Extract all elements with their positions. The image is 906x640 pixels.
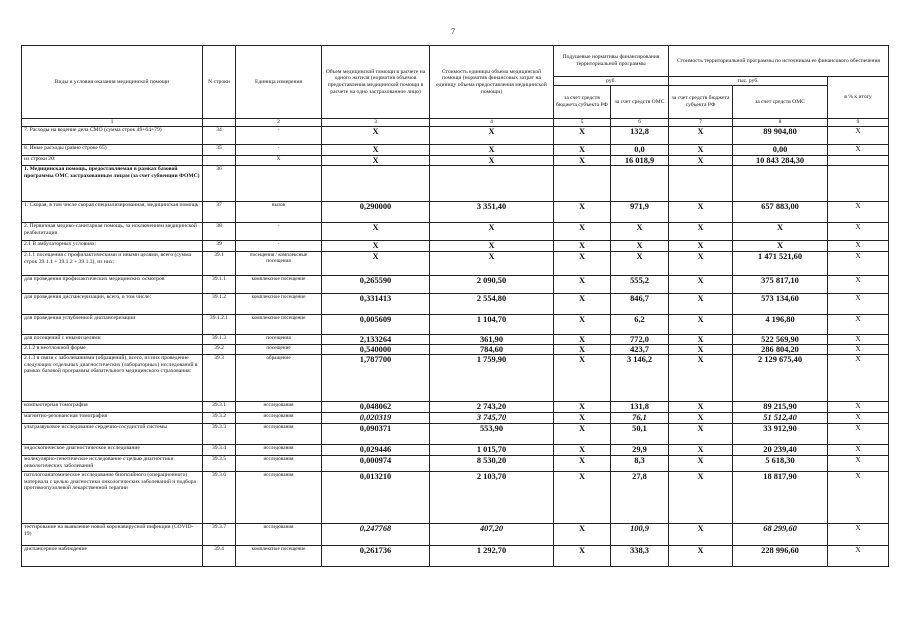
- row-name: эндоскопическое диагностическое исследование: [22, 445, 203, 456]
- row-unit-cost: 8 530,20: [430, 456, 554, 472]
- row-percent: X: [828, 402, 889, 413]
- row-unit-cost: 1 759,90: [430, 355, 554, 402]
- row-oms-rub: 27,8: [611, 472, 669, 524]
- row-budget-thousand: X: [669, 202, 733, 223]
- row-budget-thousand: X: [669, 456, 733, 472]
- row-volume: 0,261736: [322, 546, 430, 567]
- row-unit: [236, 166, 322, 202]
- row-name: из строки 20:: [22, 156, 203, 166]
- row-oms-thousand: 33 912,90: [733, 424, 828, 445]
- row-oms-rub: 132,8: [611, 127, 669, 145]
- row-unit-cost: 1 104,70: [430, 315, 554, 335]
- table-row: [22, 402, 889, 413]
- row-code: 39.1.1: [203, 276, 236, 294]
- row-oms-rub: 131,8: [611, 402, 669, 413]
- header-volume: Объем медицинской помощи в расчете на одного жителя (норматив объемов предоставления медицинской помощи в расчете на одно застрахованное лицо): [322, 46, 430, 119]
- row-budget-thousand: X: [669, 355, 733, 402]
- row-budget-thousand: X: [669, 546, 733, 567]
- row-budget-rub: X: [554, 445, 611, 456]
- row-budget-thousand: X: [669, 276, 733, 294]
- table-row: [22, 413, 889, 424]
- row-code: 39: [203, 241, 236, 252]
- row-unit-cost: 784,60: [430, 345, 554, 355]
- row-budget-rub: X: [554, 546, 611, 567]
- col-number: 6: [611, 119, 669, 127]
- row-unit-cost: X: [430, 127, 554, 145]
- row-volume: 0,265590: [322, 276, 430, 294]
- row-oms-thousand: 573 134,60: [733, 294, 828, 315]
- row-code: 39.3.5: [203, 456, 236, 472]
- row-code: 36: [203, 166, 236, 202]
- row-oms-rub: 6,2: [611, 315, 669, 335]
- row-volume: 0,000974: [322, 456, 430, 472]
- row-code: 38: [203, 223, 236, 241]
- row-code: [203, 156, 236, 166]
- row-unit: исследования: [236, 445, 322, 456]
- row-name: диспансерное наблюдение: [22, 546, 203, 567]
- row-code: 35: [203, 145, 236, 156]
- row-oms-thousand: 18 817,90: [733, 472, 828, 524]
- row-unit-cost: 3 745,70: [430, 413, 554, 424]
- row-budget-thousand: X: [669, 472, 733, 524]
- row-budget-thousand: X: [669, 345, 733, 355]
- row-oms-rub: 772,0: [611, 335, 669, 345]
- row-name: 2.1 В амбулаторных условиях:: [22, 241, 203, 252]
- row-unit-cost: 2 743,20: [430, 402, 554, 413]
- row-budget-rub: X: [554, 424, 611, 445]
- row-budget-rub: X: [554, 335, 611, 345]
- table-row: [22, 524, 889, 546]
- header-percent: в % к итогу: [828, 77, 889, 119]
- row-unit: -: [236, 241, 322, 252]
- row-percent: X: [828, 315, 889, 335]
- row-unit: комплексное посещение: [236, 546, 322, 567]
- table-row: [22, 166, 889, 202]
- row-oms-thousand: 228 996,60: [733, 546, 828, 567]
- row-oms-thousand: 522 569,90: [733, 335, 828, 345]
- row-code: 37: [203, 202, 236, 223]
- header-type: Виды и условия оказания медицинской помощи: [22, 46, 203, 119]
- row-oms-thousand: 89 904,80: [733, 127, 828, 145]
- row-percent: X: [828, 127, 889, 145]
- row-name: 7. Расходы на ведение дела СМО (сумма строк 49+64+79): [22, 127, 203, 145]
- row-unit-cost: 2 103,70: [430, 472, 554, 524]
- row-unit-cost: 2 090,50: [430, 276, 554, 294]
- row-name: патологоанатомическое исследование биопсийного (операционного) материала с целью диагностики онкологических заболеваний и подбора противоопухолевой лекарственной терапии: [22, 472, 203, 524]
- header-unit: Единица измерения: [236, 46, 322, 119]
- row-budget-rub: X: [554, 472, 611, 524]
- row-name: 2.1.2 в неотложной форме: [22, 345, 203, 355]
- row-budget-rub: X: [554, 402, 611, 413]
- row-budget-thousand: X: [669, 402, 733, 413]
- header-row-number: N строки: [203, 46, 236, 119]
- row-percent: X: [828, 335, 889, 345]
- row-name: для посещений с иными целями: [22, 335, 203, 345]
- row-code: 39.3.1: [203, 402, 236, 413]
- table-row: [22, 445, 889, 456]
- row-budget-rub: X: [554, 145, 611, 156]
- row-volume: 0,048062: [322, 402, 430, 413]
- row-name: тестирование на выявление новой коронавирусной инфекции (COVID-19): [22, 524, 203, 546]
- row-oms-rub: 338,3: [611, 546, 669, 567]
- row-code: 39.1.2.1: [203, 315, 236, 335]
- row-code: 39.1.3: [203, 335, 236, 345]
- header-per-capita: Подушевые нормативы финансирования территориальной программы: [554, 46, 669, 77]
- row-oms-thousand: 2 129 675,40: [733, 355, 828, 402]
- row-percent: X: [828, 145, 889, 156]
- row-budget-thousand: X: [669, 145, 733, 156]
- table-row: [22, 202, 889, 223]
- row-name: 8. Иные расходы (равно строке 65): [22, 145, 203, 156]
- row-percent: X: [828, 456, 889, 472]
- row-budget-rub: X: [554, 127, 611, 145]
- row-volume: [322, 166, 430, 202]
- row-budget-thousand: X: [669, 252, 733, 276]
- row-percent: X: [828, 241, 889, 252]
- row-oms-rub: 0,0: [611, 145, 669, 156]
- row-name: 1. Медицинская помощь, предоставляемая в рамках базовой программы ОМС застрахованным лицам (за счет субвенции ФОМС): [22, 166, 203, 202]
- row-unit-cost: X: [430, 241, 554, 252]
- table-row: [22, 223, 889, 241]
- row-percent: X: [828, 355, 889, 402]
- header-unit-cost: Стоимость единицы объема медицинской помощи (норматив финансовых затрат на единицу объема предоставления медицинской помощи): [430, 46, 554, 119]
- header-oms: за счет средств ОМС: [611, 86, 669, 119]
- row-unit-cost: 3 351,40: [430, 202, 554, 223]
- row-oms-thousand: 89 215,90: [733, 402, 828, 413]
- table-row: [22, 241, 889, 252]
- table-row: [22, 355, 889, 402]
- col-number: 1: [22, 119, 203, 127]
- row-name: 1. Скорая, в том числе скорая специализированная, медицинская помощь: [22, 202, 203, 223]
- header-rub: руб.: [554, 77, 669, 86]
- row-budget-rub: X: [554, 252, 611, 276]
- row-oms-rub: 29,9: [611, 445, 669, 456]
- row-unit: комплексное посещение: [236, 294, 322, 315]
- row-oms-thousand: 5 618,30: [733, 456, 828, 472]
- row-oms-thousand: 20 239,40: [733, 445, 828, 456]
- row-budget-thousand: X: [669, 315, 733, 335]
- row-budget-rub: X: [554, 223, 611, 241]
- row-unit: посещения / комплексные посещения: [236, 252, 322, 276]
- row-unit: исследования: [236, 424, 322, 445]
- row-oms-thousand: 375 817,10: [733, 276, 828, 294]
- row-volume: 0,005609: [322, 315, 430, 335]
- row-budget-thousand: X: [669, 241, 733, 252]
- table-row: [22, 345, 889, 355]
- row-name: компьютерная томография: [22, 402, 203, 413]
- row-budget-thousand: X: [669, 294, 733, 315]
- row-oms-thousand: X: [733, 223, 828, 241]
- row-budget-rub: X: [554, 413, 611, 424]
- table-row: [22, 252, 889, 276]
- row-percent: X: [828, 445, 889, 456]
- row-name: магнитно-резонансная томография: [22, 413, 203, 424]
- row-oms-rub: 50,1: [611, 424, 669, 445]
- row-percent: X: [828, 345, 889, 355]
- table-row: [22, 456, 889, 472]
- row-code: 39.3.3: [203, 424, 236, 445]
- row-volume: 0,090371: [322, 424, 430, 445]
- col-number: 5: [554, 119, 611, 127]
- row-oms-thousand: 0,00: [733, 145, 828, 156]
- table-row: [22, 127, 889, 145]
- col-number: 2: [236, 119, 322, 127]
- row-code: 39.1: [203, 252, 236, 276]
- row-oms-rub: 100,9: [611, 524, 669, 546]
- row-name: 2.1.3 в связи с заболеваниями (обращений), всего, из них проведение следующих отдельных диагностических (лабораторных) исследований в рамках базовой программы обязательного медицинского страхования:: [22, 355, 203, 402]
- financing-table: [21, 45, 889, 567]
- row-budget-thousand: X: [669, 335, 733, 345]
- row-volume: X: [322, 252, 430, 276]
- row-unit: обращение: [236, 355, 322, 402]
- row-unit-cost: 407,20: [430, 524, 554, 546]
- row-unit: X: [236, 156, 322, 166]
- header-budget: за счет средств бюджета субъекта РФ: [554, 86, 611, 119]
- row-oms-rub: 971,9: [611, 202, 669, 223]
- row-oms-rub: X: [611, 252, 669, 276]
- row-code: 39.3.6: [203, 472, 236, 524]
- row-percent: X: [828, 252, 889, 276]
- row-unit: -: [236, 127, 322, 145]
- row-percent: X: [828, 424, 889, 445]
- row-oms-thousand: X: [733, 241, 828, 252]
- row-oms-thousand: 68 299,60: [733, 524, 828, 546]
- row-unit: исследования: [236, 524, 322, 546]
- row-oms-rub: 8,3: [611, 456, 669, 472]
- row-oms-rub: 555,2: [611, 276, 669, 294]
- row-unit-cost: 553,90: [430, 424, 554, 445]
- row-oms-rub: 423,7: [611, 345, 669, 355]
- row-unit-cost: 1 015,70: [430, 445, 554, 456]
- row-name: молекулярно-генетическое исследование с целью диагностики онкологических заболеваний: [22, 456, 203, 472]
- row-code: 39.3: [203, 355, 236, 402]
- row-unit-cost: X: [430, 145, 554, 156]
- row-unit: комплексное посещение: [236, 315, 322, 335]
- table-row: [22, 546, 889, 567]
- row-volume: X: [322, 127, 430, 145]
- row-volume: 0,013210: [322, 472, 430, 524]
- row-unit-cost: X: [430, 252, 554, 276]
- row-budget-thousand: X: [669, 424, 733, 445]
- col-number: 8: [733, 119, 828, 127]
- row-volume: X: [322, 223, 430, 241]
- row-volume: 0,290000: [322, 202, 430, 223]
- header-program-cost: Стоимость территориальной программы по источникам ее финансового обеспечения: [669, 46, 889, 77]
- row-unit: посещение: [236, 345, 322, 355]
- row-budget-rub: [554, 166, 611, 202]
- row-percent: X: [828, 524, 889, 546]
- row-name: 2. Первичная медико-санитарная помощь, за исключением медицинской реабилитации: [22, 223, 203, 241]
- row-unit-cost: X: [430, 156, 554, 166]
- row-code: 39.4: [203, 546, 236, 567]
- row-oms-rub: 16 018,9: [611, 156, 669, 166]
- table-row: [22, 276, 889, 294]
- row-volume: X: [322, 241, 430, 252]
- row-volume: 0,331413: [322, 294, 430, 315]
- row-budget-rub: X: [554, 156, 611, 166]
- table-row: [22, 424, 889, 445]
- row-name: 2.1.1 посещения с профилактическими и иными целями, всего (сумма строк 39.1.1 + 39.1.2 + 39.1.3), из них:: [22, 252, 203, 276]
- row-oms-rub: 846,7: [611, 294, 669, 315]
- row-unit-cost: 1 292,70: [430, 546, 554, 567]
- row-volume: 0,029446: [322, 445, 430, 456]
- row-code: 39.1.2: [203, 294, 236, 315]
- row-oms-rub: X: [611, 223, 669, 241]
- row-budget-rub: X: [554, 315, 611, 335]
- col-number: 7: [669, 119, 733, 127]
- row-oms-thousand: 51 512,40: [733, 413, 828, 424]
- row-code: 34: [203, 127, 236, 145]
- row-code: 39.3.4: [203, 445, 236, 456]
- header-thousand-rub: тыс. руб.: [669, 77, 828, 86]
- row-volume: X: [322, 156, 430, 166]
- row-oms-rub: 76,1: [611, 413, 669, 424]
- header-budget-thousand: за счет средств бюджета субъекта РФ: [669, 86, 733, 119]
- col-number: [203, 119, 236, 127]
- row-percent: X: [828, 413, 889, 424]
- row-unit: посещения: [236, 335, 322, 345]
- row-percent: X: [828, 276, 889, 294]
- row-name: для проведения углубленной диспансеризации: [22, 315, 203, 335]
- row-budget-thousand: X: [669, 127, 733, 145]
- row-budget-rub: X: [554, 294, 611, 315]
- row-unit: исследования: [236, 456, 322, 472]
- table-row: [22, 145, 889, 156]
- row-unit: исследования: [236, 472, 322, 524]
- row-budget-thousand: [669, 166, 733, 202]
- row-budget-rub: X: [554, 345, 611, 355]
- row-oms-rub: 3 146,2: [611, 355, 669, 402]
- table-row: [22, 472, 889, 524]
- row-code: 39.3.7: [203, 524, 236, 546]
- row-oms-rub: [611, 166, 669, 202]
- row-percent: X: [828, 546, 889, 567]
- row-unit: комплексное посещение: [236, 276, 322, 294]
- row-unit-cost: 361,90: [430, 335, 554, 345]
- row-oms-thousand: [733, 166, 828, 202]
- row-oms-thousand: 10 843 284,30: [733, 156, 828, 166]
- row-oms-thousand: 4 196,80: [733, 315, 828, 335]
- row-name: для проведения диспансеризации, всего, в том числе:: [22, 294, 203, 315]
- row-budget-rub: X: [554, 355, 611, 402]
- row-budget-rub: X: [554, 202, 611, 223]
- row-budget-rub: X: [554, 241, 611, 252]
- table-row: [22, 156, 889, 166]
- table-row: [22, 294, 889, 315]
- row-code: 39.2: [203, 345, 236, 355]
- row-name: ультразвуковое исследование сердечно-сосудистой системы: [22, 424, 203, 445]
- table-row: [22, 315, 889, 335]
- row-oms-thousand: 286 804,20: [733, 345, 828, 355]
- row-budget-rub: X: [554, 524, 611, 546]
- row-percent: X: [828, 223, 889, 241]
- row-volume: 1,787700: [322, 355, 430, 402]
- row-code: 39.3.2: [203, 413, 236, 424]
- row-budget-thousand: X: [669, 156, 733, 166]
- row-oms-thousand: 1 471 521,60: [733, 252, 828, 276]
- col-number: 9: [828, 119, 889, 127]
- col-number: 3: [322, 119, 430, 127]
- header-oms-thousand: за счет средств ОМС: [733, 86, 828, 119]
- row-name: для проведения профилактических медицинских осмотров: [22, 276, 203, 294]
- row-percent: [828, 166, 889, 202]
- row-budget-thousand: X: [669, 413, 733, 424]
- row-percent: X: [828, 294, 889, 315]
- row-percent: [828, 156, 889, 166]
- row-volume: 0,020319: [322, 413, 430, 424]
- row-percent: X: [828, 202, 889, 223]
- row-unit-cost: [430, 166, 554, 202]
- row-unit-cost: X: [430, 223, 554, 241]
- column-number-row: [22, 119, 889, 127]
- row-volume: X: [322, 145, 430, 156]
- row-oms-thousand: 657 883,00: [733, 202, 828, 223]
- row-unit: -: [236, 223, 322, 241]
- row-budget-thousand: X: [669, 223, 733, 241]
- row-unit: -: [236, 145, 322, 156]
- row-budget-rub: X: [554, 456, 611, 472]
- page-number: 7: [451, 27, 455, 36]
- row-unit: исследования: [236, 402, 322, 413]
- row-unit-cost: 2 554,80: [430, 294, 554, 315]
- row-budget-thousand: X: [669, 445, 733, 456]
- row-oms-rub: X: [611, 241, 669, 252]
- table-row: [22, 335, 889, 345]
- col-number: 4: [430, 119, 554, 127]
- row-volume: 0,247768: [322, 524, 430, 546]
- row-volume: 0,540000: [322, 345, 430, 355]
- row-unit: исследования: [236, 413, 322, 424]
- row-unit: вызов: [236, 202, 322, 223]
- row-volume: 2,133264: [322, 335, 430, 345]
- row-percent: X: [828, 472, 889, 524]
- row-budget-thousand: X: [669, 524, 733, 546]
- row-budget-rub: X: [554, 276, 611, 294]
